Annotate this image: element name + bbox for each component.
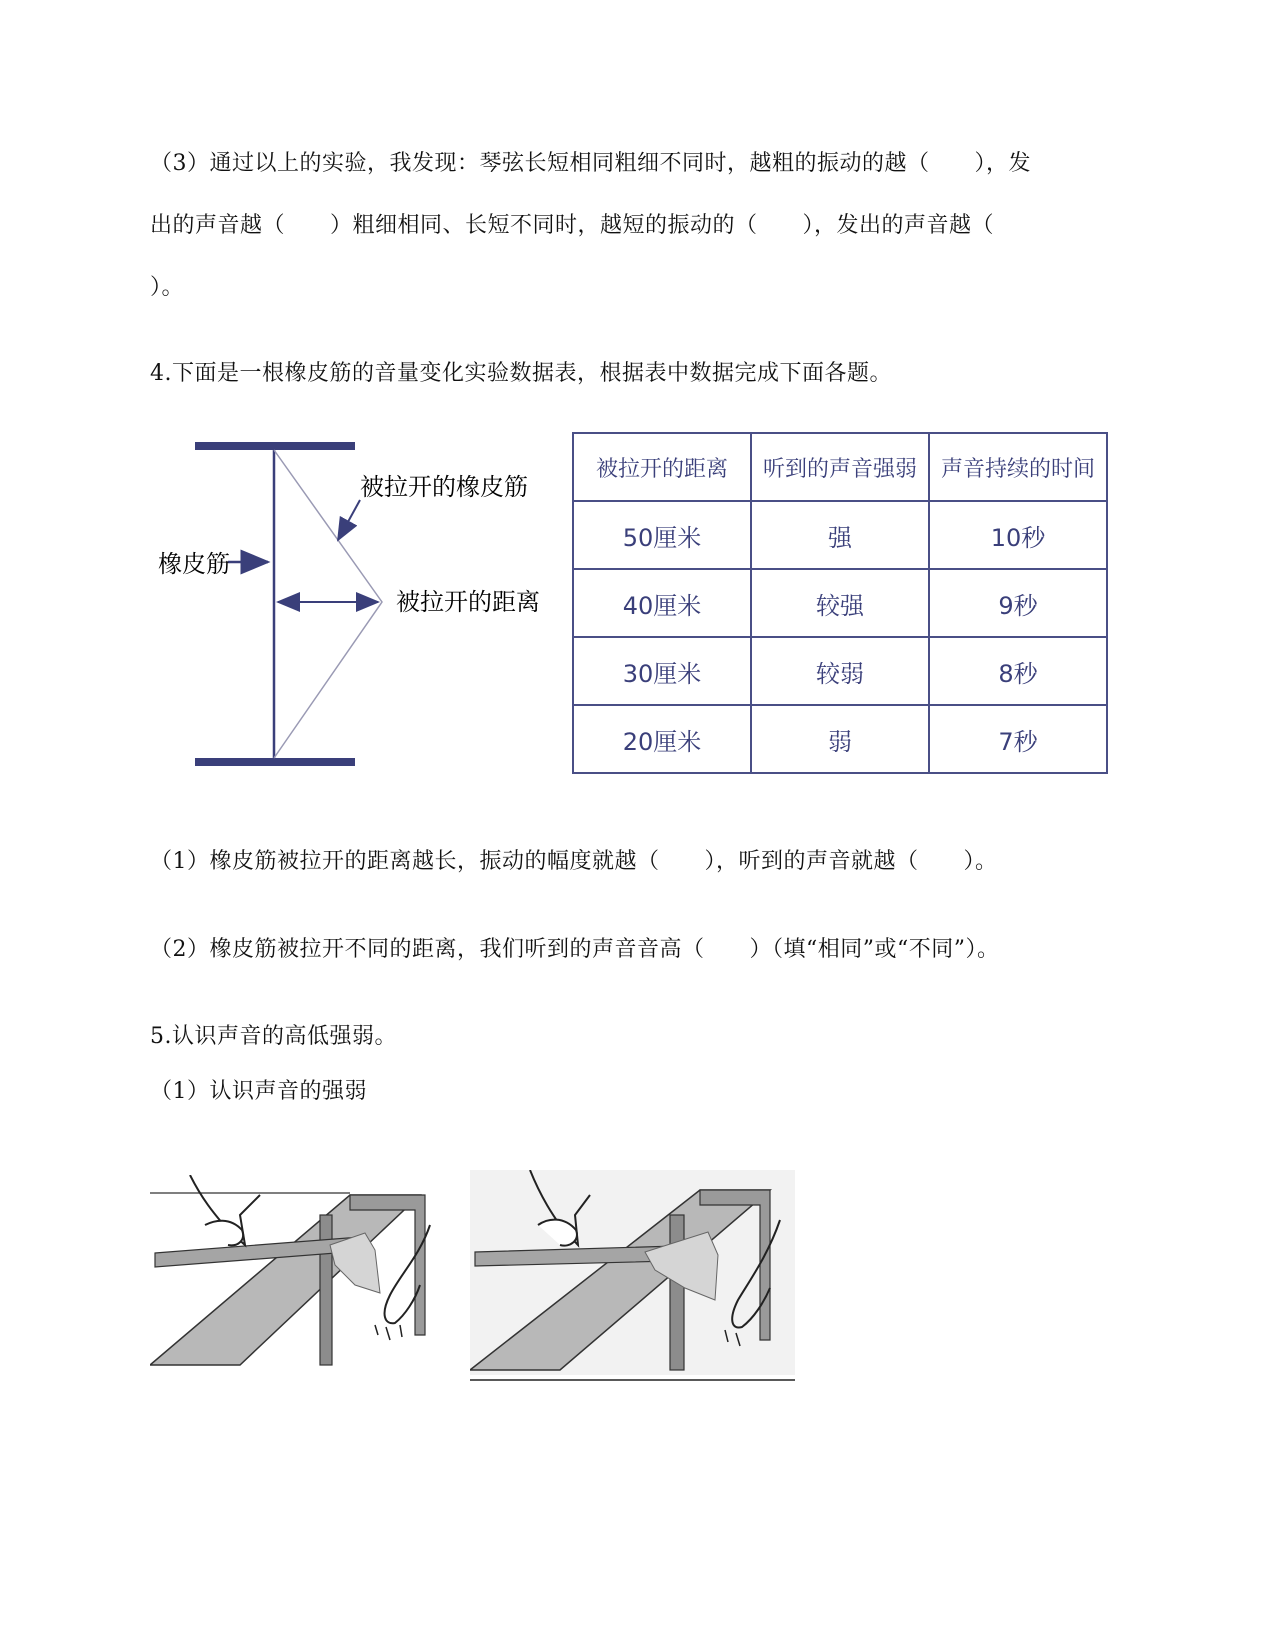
q3-line-1: （3）通过以上的实验，我发现：琴弦长短相同粗细不同时，越粗的振动的越（ ），发 — [150, 151, 1032, 176]
q4-sub-2: （2）橡皮筋被拉开不同的距离，我们听到的声音音高（ ）（填“相同”或“不同”）。 — [150, 937, 1000, 962]
table-row — [573, 637, 1107, 705]
table-row — [573, 705, 1107, 773]
table-cell: 弱 — [751, 705, 929, 773]
q3-line-2: 出的声音越（ ）粗细相同、长短不同时，越短的振动的（ ），发出的声音越（ — [150, 213, 995, 238]
table-cell: 50厘米 — [573, 501, 751, 569]
label-distance: 被拉开的距离 — [396, 588, 540, 616]
table-cell: 强 — [751, 501, 929, 569]
table-row — [573, 501, 1107, 569]
table-cell: 40厘米 — [573, 569, 751, 637]
stretched-band-arrow — [338, 500, 360, 540]
q5-sub-1: （1）认识声音的强弱 — [150, 1079, 367, 1104]
q5-title: 5.认识声音的高低强弱。 — [150, 1024, 397, 1049]
ruler-vibration-illustration-1 — [150, 1175, 455, 1375]
label-stretched-band: 被拉开的橡皮筋 — [360, 473, 528, 501]
q3-line-3: ）。 — [150, 275, 185, 300]
table-cell: 30厘米 — [573, 637, 751, 705]
table-cell: 8秒 — [929, 637, 1107, 705]
q4-title: 4.下面是一根橡皮筋的音量变化实验数据表，根据表中数据完成下面各题。 — [150, 361, 892, 386]
table-header-cell: 被拉开的距离 — [573, 433, 751, 501]
table-row — [573, 569, 1107, 637]
q4-sub-1: （1）橡皮筋被拉开的距离越长，振动的幅度就越（ ），听到的声音就越（ ）。 — [150, 849, 998, 874]
ruler-vibration-illustration-2 — [470, 1170, 795, 1385]
table-header-row — [573, 433, 1107, 501]
bottom-bar — [195, 758, 355, 766]
table-header-cell: 听到的声音强弱 — [751, 433, 929, 501]
table-cell: 10秒 — [929, 501, 1107, 569]
table-cell: 较弱 — [751, 637, 929, 705]
data-table — [572, 432, 1108, 774]
table-cell: 较强 — [751, 569, 929, 637]
table-cell: 20厘米 — [573, 705, 751, 773]
table-cell: 7秒 — [929, 705, 1107, 773]
top-bar — [195, 442, 355, 450]
rubber-band-diagram — [150, 430, 560, 780]
table-header-cell: 声音持续的时间 — [929, 433, 1107, 501]
table-cell: 9秒 — [929, 569, 1107, 637]
label-band: 橡皮筋 — [158, 550, 230, 578]
